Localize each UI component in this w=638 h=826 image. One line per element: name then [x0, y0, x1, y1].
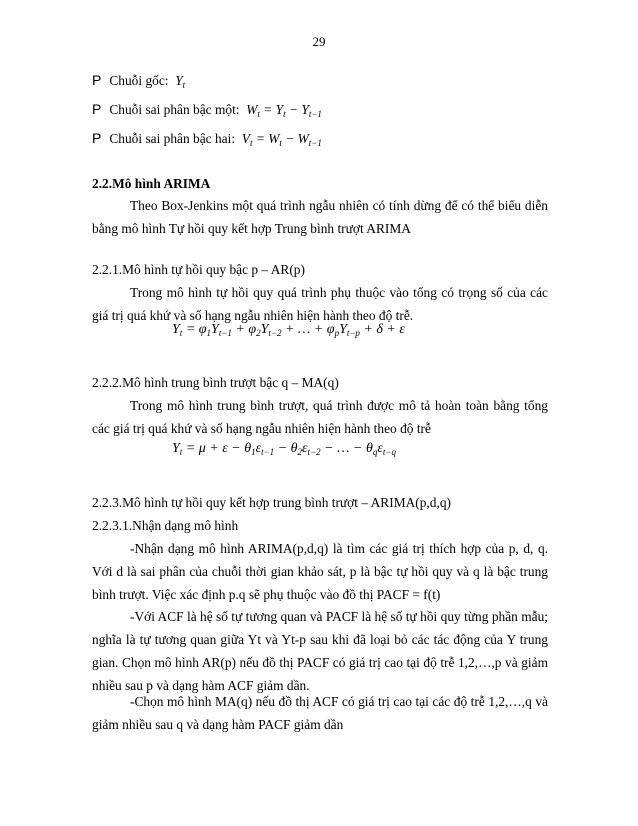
- bullet-label: Chuỗi gốc:: [109, 73, 169, 88]
- section-title-2-2: 2.2.Mô hình ARIMA: [92, 176, 211, 191]
- formula-ma-q: $Y_t = \mu + \varepsilon - \theta_1\varepsilon_{t-1} - \theta_2\varepsilon_{t-2}$ − … − $\theta_q\varepsilon_{t-q}$: [172, 441, 396, 457]
- formula-original-series: $Y_t$: [171, 73, 186, 90]
- bullet-first-difference: [92, 101, 322, 119]
- bullet-original-series: [92, 72, 185, 90]
- page-number: 29: [312, 34, 326, 49]
- section-title-2-2-3: 2.2.3.Mô hình tự hồi quy kết hợp trung bình trượt – ARIMA(p,d,q): [92, 495, 451, 510]
- bullet-second-difference: [92, 130, 322, 148]
- section-title-2-2-1: 2.2.1.Mô hình tự hồi quy bậc p – AR(p): [92, 262, 305, 277]
- formula-second-difference: $V_t = W_t - W_{t-1}$: [238, 131, 322, 148]
- formula-ar-p: $Y_t = \varphi_1Y_{t-1} + \varphi_2Y_{t-2}$ + … + $\varphi_pY_{t-p} + \delta + \varepsilon$: [172, 322, 405, 338]
- bullet-p-icon: P: [92, 101, 102, 117]
- section-text-2-2: Theo Box-Jenkins một quá trình ngẫu nhiên có tính dừng để có thể biểu diễn bằng mô hình Tự hồi quy kết hợp Trung bình trượt ARIMA: [92, 198, 548, 236]
- formula-first-difference: $W_t = Y_t - Y_{t-1}$: [242, 102, 322, 119]
- bullet-p-icon: P: [92, 72, 102, 88]
- subsection-title-2-2-3-1: 2.2.3.1.Nhận dạng mô hình: [92, 518, 239, 533]
- section-text-2-2-1: Trong mô hình tự hồi quy quá trình phụ thuộc vào tổng có trọng số của các giá trị quá khứ và số hạng ngẫu nhiên hiện hành theo độ trễ.: [92, 285, 548, 323]
- bullet-label: Chuỗi sai phân bậc hai:: [109, 131, 236, 146]
- paragraph-ma-selection: -Chọn mô hình MA(q) nếu đồ thị ACF có giá trị cao tại các độ trễ 1,2,…,q và giảm nhiều sau q và dạng hàm PACF giảm dần: [92, 694, 548, 732]
- paragraph-identification: -Nhận dạng mô hình ARIMA(p,d,q) là tìm các giá trị thích hợp của p, d, q. Với d là sai phân của chuỗi thời gian khảo sát, p là bậc tự hồi quy và q là bậc trung bình trượt. Việc xác định p.q sẽ phụ thuộc vào đồ thị PACF = f(t): [92, 541, 548, 602]
- section-title-2-2-2: 2.2.2.Mô hình trung bình trượt bậc q – MA(q): [92, 375, 339, 390]
- section-text-2-2-2: Trong mô hình trung bình trượt, quá trình được mô tả hoàn toàn bằng tổng các giá trị quá khứ và số hạng ngẫu nhiên hiện hành theo độ trễ: [92, 398, 548, 436]
- bullet-p-icon: P: [92, 130, 102, 146]
- bullet-label: Chuỗi sai phân bậc một:: [109, 102, 240, 117]
- paragraph-acf-pacf: -Với ACF là hệ số tự tương quan và PACF là hệ số tự hồi quy từng phần mẫu; nghĩa là tự tương quan giữa Yt và Yt-p sau khi đã loại bỏ các tác động của Y trung gian. Chọn mô hình AR(p) nếu đồ thị PACF có giá trị cao tại độ trễ 1,2,…,p và giảm nhiều sau p và dạng hàm ACF giảm dần.: [92, 609, 548, 693]
